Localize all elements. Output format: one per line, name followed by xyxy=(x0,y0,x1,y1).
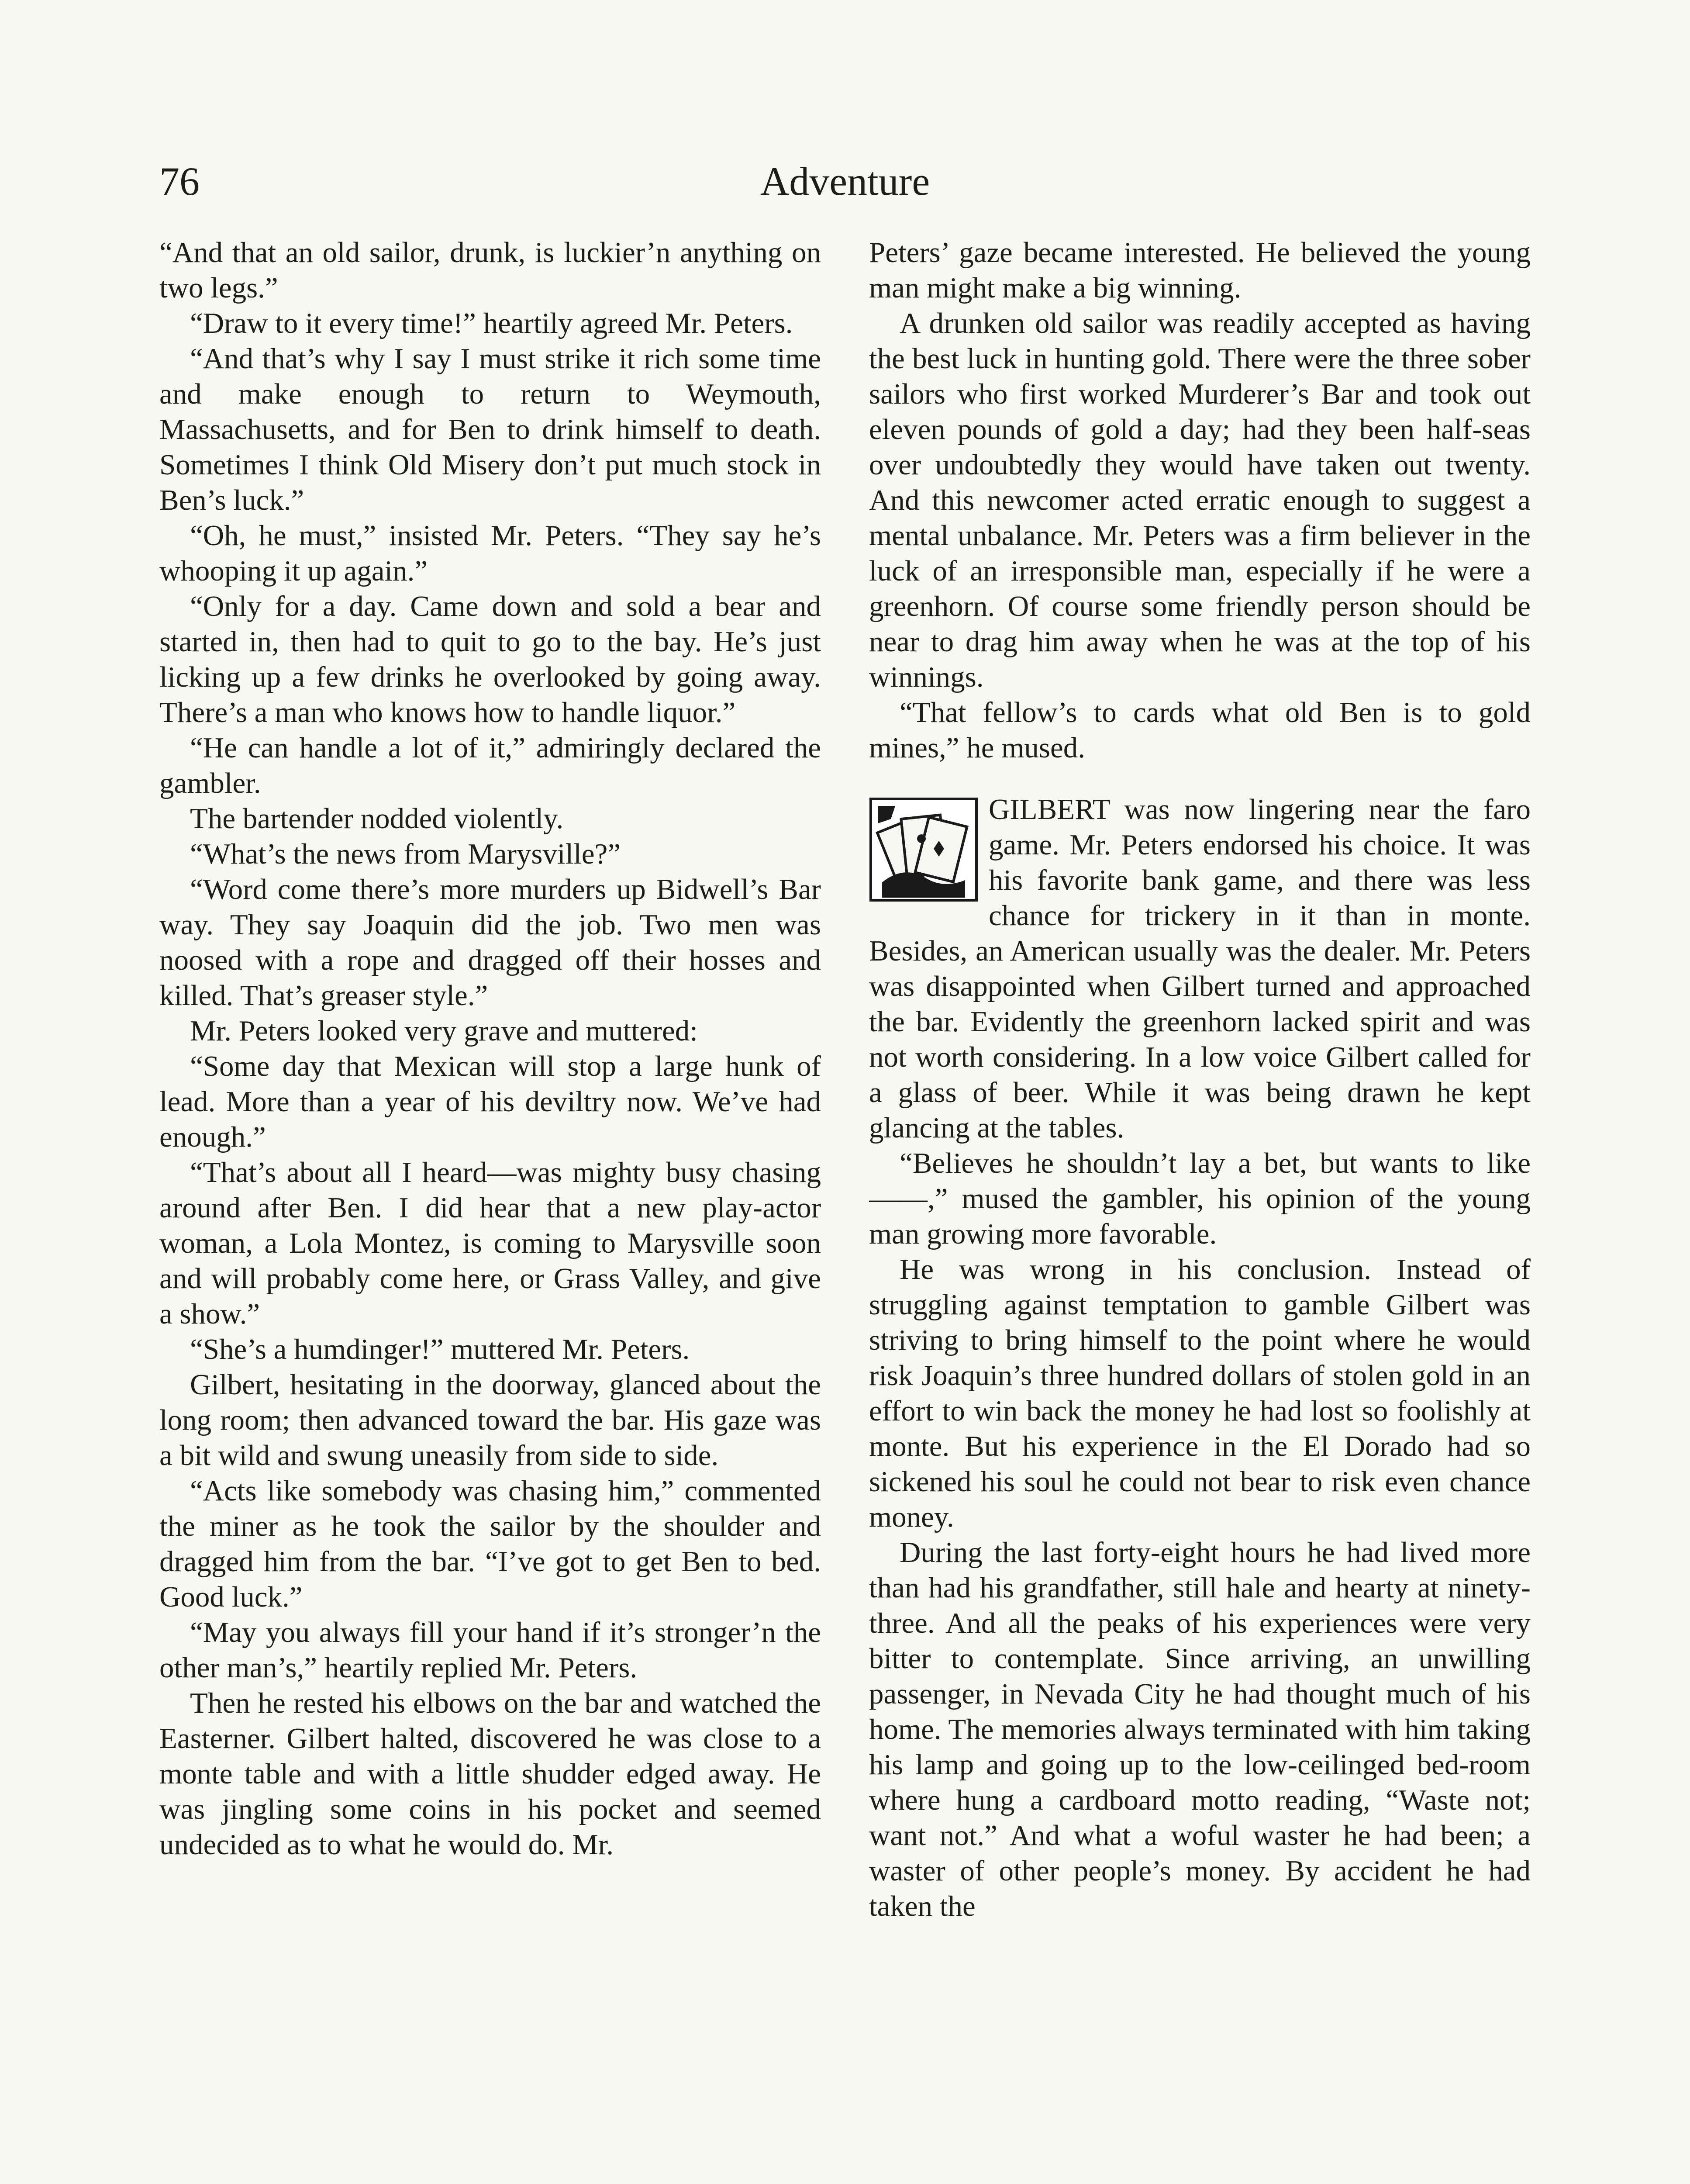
paragraph: “Draw to it every time!” heartily agreed Mr. Peters. xyxy=(190,307,793,339)
paragraph: “Some day that Mexican will stop a large hunk of lead. More than a year of his deviltry now. We’ve had enough.” xyxy=(159,1050,821,1153)
paragraph: “That fellow’s to cards what old Ben is to gold mines,” he mused. xyxy=(869,696,1531,764)
paragraph: A drunken old sailor was readily accepted as having the best luck in hunting gold. There were the three sober sailors who first worked Murderer’s Bar and took out eleven pounds of gold a day; had they been half-seas over undoubtedly they would have taken out twenty. And this newcomer acted erratic enough to suggest a mental unbalance. Mr. Peters was a firm believer in the luck of an irresponsible man, especially if he were a greenhorn. Of course some friendly person should be near to drag him away when he was at the top of his winnings. xyxy=(869,307,1531,693)
paragraph: “May you always fill your hand if it’s stronger’n the other man’s,” heartily replied Mr. Peters. xyxy=(159,1616,821,1684)
page-number: 76 xyxy=(159,159,200,204)
paragraph: “Believes he shouldn’t lay a bet, but wants to like ——,” mused the gambler, his opinion of the young man growing more favorable. xyxy=(869,1147,1531,1250)
paragraph: “What’s the news from Marysville?” xyxy=(190,838,621,870)
article-body xyxy=(159,235,1531,2184)
paragraph: “He can handle a lot of it,” admiringly declared the gambler. xyxy=(159,732,821,799)
paragraph: The bartender nodded violently. xyxy=(190,802,564,835)
paragraph: Peters’ gaze became interested. He believed the young man might make a big winning. xyxy=(869,236,1531,304)
right-column xyxy=(869,235,1531,2184)
paragraph: “That’s about all I heard—was mighty busy chasing around after Ben. I did hear that a new play-actor woman, a Lola Montez, is coming to Marysville soon and will probably come here, or Grass Valley, and give a show.” xyxy=(159,1156,821,1330)
paragraph: Mr. Peters looked very grave and muttered: xyxy=(190,1015,698,1047)
page-header xyxy=(159,155,1531,207)
paragraph: “She’s a humdinger!” muttered Mr. Peters. xyxy=(190,1333,690,1365)
paragraph-text: GILBERT was now lingering near the faro game. Mr. Peters endorsed his choice. It was his favorite bank game, and there was less chance for trickery in it than in monte. Besides, an American usually was the dealer. Mr. Peters was disappointed when Gilbert turned and approached the bar. Evidently the greenhorn lacked spirit and was not worth considering. In a low voice Gilbert called for a glass of beer. While it was being drawn he kept glancing at the tables. xyxy=(869,793,1531,1144)
paragraph: “And that an old sailor, drunk, is luckier’n anything on two legs.” xyxy=(159,236,821,304)
section-opening-paragraph xyxy=(869,792,1531,1146)
paragraph: “Oh, he must,” insisted Mr. Peters. “They say he’s whooping it up again.” xyxy=(159,519,821,587)
left-column xyxy=(159,235,821,2184)
paragraph: Then he rested his elbows on the bar and watched the Easterner. Gilbert halted, discovered he was close to a monte table and with a little shudder edged away. He was jingling some coins in his pocket and seemed undecided as to what he would do. Mr. xyxy=(159,1687,821,1861)
playing-cards-icon xyxy=(869,797,978,902)
paragraph: He was wrong in his conclusion. Instead of struggling against temptation to gamble Gilbert was striving to bring himself to the point where he would risk Joaquin’s three hundred dollars of stolen gold in an effort to win back the money he had lost so foolishly at monte. But his experience in the El Dorado had so sickened his soul he could not bear to risk even chance money. xyxy=(869,1253,1531,1533)
running-title: Adventure xyxy=(760,159,930,204)
paragraph: “Acts like somebody was chasing him,” commented the miner as he took the sailor by the shoulder and dragged him from the bar. “I’ve got to get Ben to bed. Good luck.” xyxy=(159,1475,821,1613)
paragraph: “Only for a day. Came down and sold a bear and started in, then had to quit to go to the bay. He’s just licking up a few drinks he overlooked by going away. There’s a man who knows how to handle liquor.” xyxy=(159,590,821,729)
paragraph: “And that’s why I say I must strike it rich some time and make enough to return to Weymouth, Massachusetts, and for Ben to drink himself to death. Sometimes I think Old Misery don’t put much stock in Ben’s luck.” xyxy=(159,342,821,516)
paragraph: Gilbert, hesitating in the doorway, glanced about the long room; then advanced toward the bar. His gaze was a bit wild and swung uneasily from side to side. xyxy=(159,1368,821,1472)
paragraph: “Word come there’s more murders up Bidwell’s Bar way. They say Joaquin did the job. Two men was noosed with a rope and dragged off their hosses and killed. That’s greaser style.” xyxy=(159,873,821,1012)
paragraph: During the last forty-eight hours he had lived more than had his grandfather, still hale and hearty at ninety-three. And all the peaks of his experiences were very bitter to contemplate. Since arriving, an unwilling passenger, in Nevada City he had thought much of his home. The memories always terminated with him taking his lamp and going up to the low-ceilinged bed-room where hung a cardboard motto reading, “Waste not; want not.” And what a woful waster he had been; a waster of other people’s money. By accident he had taken the xyxy=(869,1536,1531,1922)
